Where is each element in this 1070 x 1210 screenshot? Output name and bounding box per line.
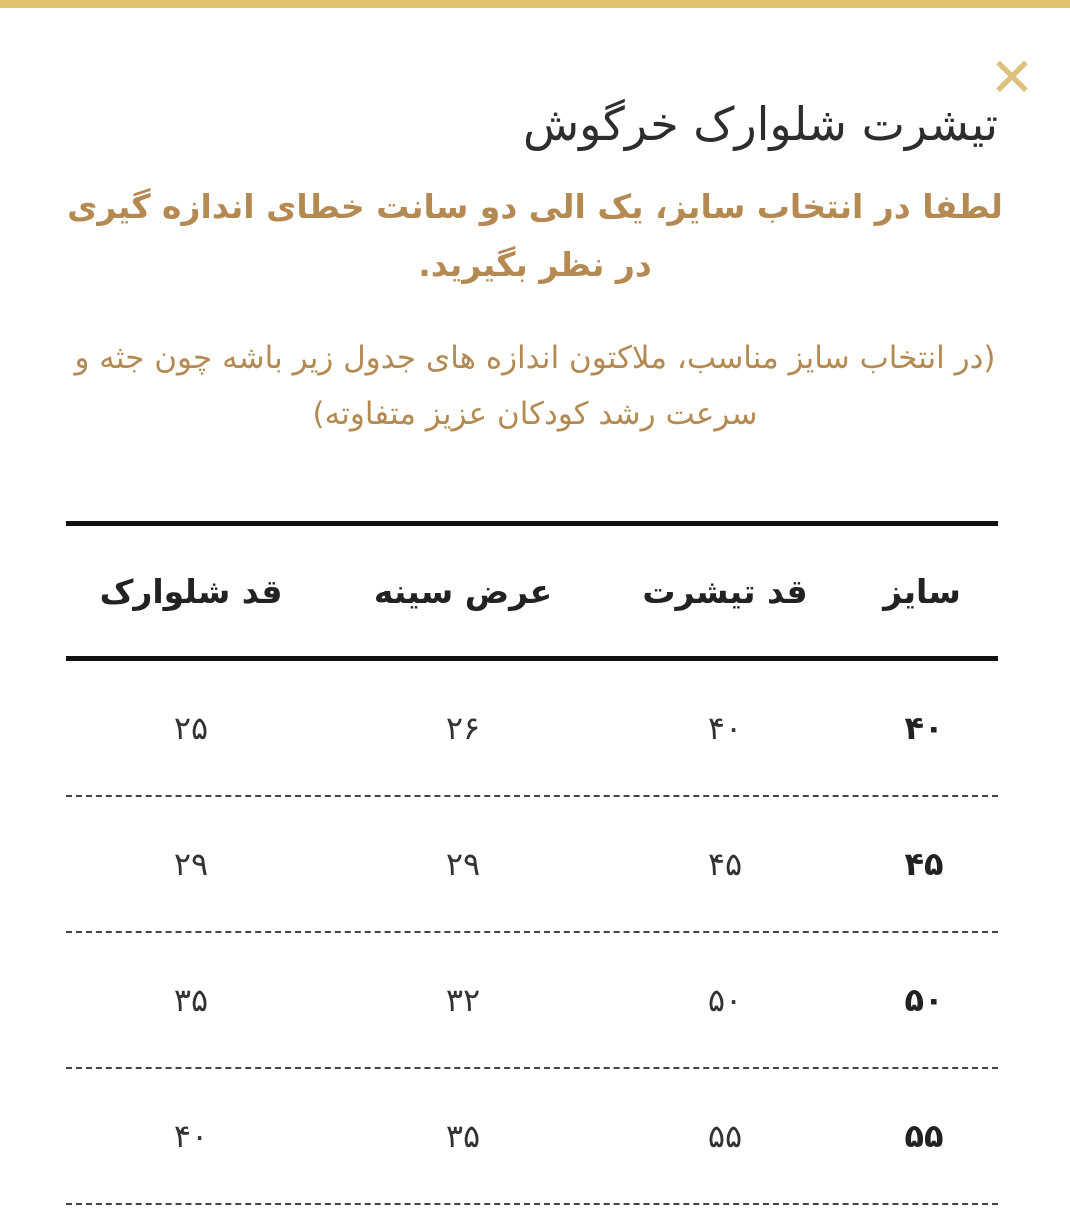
cell-chest-width: ۲۹ [445, 845, 481, 883]
cell-tshirt-length: ۵۰ [707, 981, 743, 1019]
cell-size: ۵۰ [904, 981, 944, 1019]
cell-chest-width: ۲۶ [445, 709, 481, 747]
measurement-notice: لطفا در انتخاب سایز، یک الی دو سانت خطای اندازه گیری در نظر بگیرید. [67, 187, 1003, 284]
size-selection-note: (در انتخاب سایز مناسب، ملاکتون اندازه های جدول زیر باشه چون جثه و سرعت رشد کودکان عزیز متفاوته) [74, 340, 996, 432]
size-table [66, 521, 998, 1205]
cell-chest-width: ۳۲ [445, 981, 481, 1019]
header-shorts-length: قد شلوارک [99, 571, 283, 611]
cell-size: ۵۵ [904, 1117, 944, 1155]
cell-chest-width: ۳۵ [445, 1117, 481, 1155]
page-title: تیشرت شلوارک خرگوش [523, 97, 998, 151]
table-header-row [66, 521, 998, 661]
cell-tshirt-length: ۴۰ [707, 709, 743, 747]
top-accent-bar [0, 0, 1070, 8]
table-row [66, 661, 998, 797]
cell-shorts-length: ۲۵ [173, 709, 209, 747]
cell-shorts-length: ۴۰ [173, 1117, 209, 1155]
header-size: سایز [883, 571, 961, 611]
cell-size: ۴۵ [904, 845, 944, 883]
table-row [66, 933, 998, 1069]
table-row [66, 797, 998, 933]
header-tshirt-length: قد تیشرت [642, 571, 808, 611]
cell-shorts-length: ۳۵ [173, 981, 209, 1019]
close-icon[interactable]: ✕ [989, 46, 1035, 109]
header-chest-width: عرض سینه [373, 571, 553, 611]
cell-shorts-length: ۲۹ [173, 845, 209, 883]
cell-size: ۴۰ [904, 709, 944, 747]
table-row [66, 1069, 998, 1205]
cell-tshirt-length: ۴۵ [707, 845, 743, 883]
cell-tshirt-length: ۵۵ [707, 1117, 743, 1155]
